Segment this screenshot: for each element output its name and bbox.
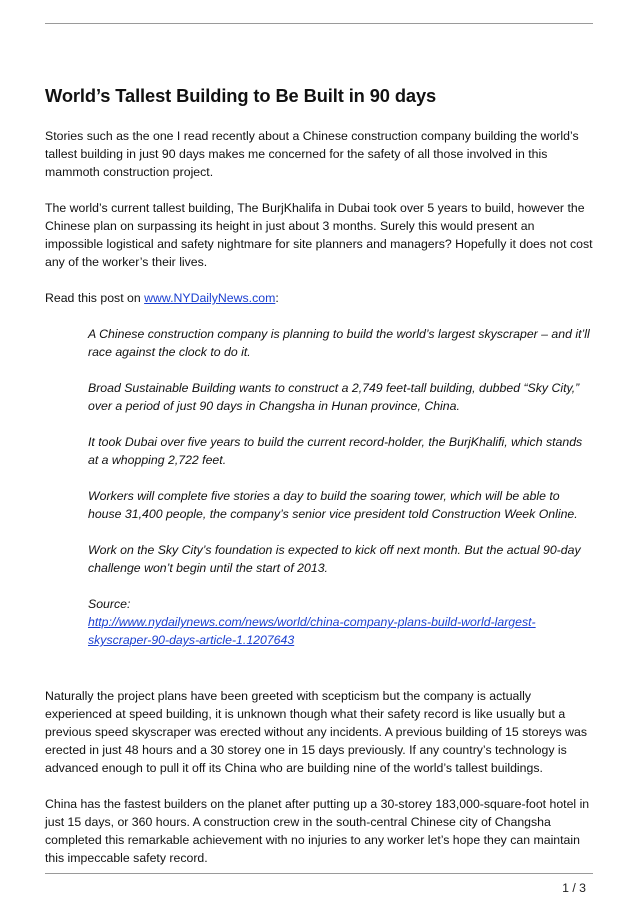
- closing-paragraph-1: Naturally the project plans have been greeted with scepticism but the company is actually experienced at speed building, it is unknown though what their safety record is like usually but a previous speed skyscraper was erected without any incidents. A previous building of 15 storeys was erected in just 48 hours and a 30 storey one in 15 days previously. If any country’s technology is advanced enough to pull it off its China who are building nine of the world’s tallest buildings.: [45, 689, 588, 775]
- quote-paragraph-3: It took Dubai over five years to build the current record-holder, the BurjKhalifi, which stands at a whopping 2,722 feet.: [88, 435, 583, 467]
- intro-paragraph-2: The world’s current tallest building, The BurjKhalifa in Dubai took over 5 years to build, however the Chinese plan on surpassing its height in just about 3 months. Surely this would present an impossible logistical and safety nightmare for site planners and managers? Hopefully it does not cost any of the worker’s their lives.: [45, 201, 593, 269]
- source-label: Source:: [88, 597, 131, 611]
- read-post-suffix: :: [275, 291, 279, 305]
- nydailynews-link[interactable]: www.NYDailyNews.com: [144, 291, 276, 305]
- intro-paragraph-1: Stories such as the one I read recently about a Chinese construction company building the world’s tallest building in just 90 days makes me concerned for the safety of all those involved in this mammoth construction project.: [45, 129, 579, 179]
- quote-paragraph-2: Broad Sustainable Building wants to construct a 2,749 feet-tall building, dubbed “Sky City,” over a period of just 90 days in Changsha in Hunan province, China.: [88, 381, 580, 413]
- closing-paragraph-2: China has the fastest builders on the planet after putting up a 30-storey 183,000-square-foot hotel in just 15 days, or 360 hours. A construction crew in the south-central Chinese city of Changsha completed this remarkable achievement with no injuries to any worker let’s hope they can maintain this impeccable safety record.: [45, 797, 590, 865]
- source-block: [88, 595, 593, 649]
- quote-paragraph-4: Workers will complete five stories a day to build the soaring tower, which will be able to house 31,400 people, the company’s senior vice president told Construction Week Online.: [88, 489, 578, 521]
- read-post-prefix: Read this post on: [45, 291, 145, 305]
- source-link[interactable]: http://www.nydailynews.com/news/world/china-company-plans-build-world-largest-skyscraper-90-days-article-1.1207643: [88, 615, 536, 647]
- article: [45, 85, 593, 885]
- quote-paragraph-1: A Chinese construction company is planning to build the world’s largest skyscraper – and it’ll race against the clock to do it.: [88, 327, 590, 359]
- bottom-rule: [45, 873, 593, 874]
- page-number: 1 / 3: [562, 881, 586, 895]
- read-post-line: [45, 289, 593, 307]
- quote-paragraph-5: Work on the Sky City’s foundation is expected to kick off next month. But the actual 90-day challenge won’t begin until the start of 2013.: [88, 543, 581, 575]
- top-rule: [45, 23, 593, 24]
- blockquote: [88, 325, 593, 649]
- article-title: World’s Tallest Building to Be Built in 90 days: [45, 85, 437, 106]
